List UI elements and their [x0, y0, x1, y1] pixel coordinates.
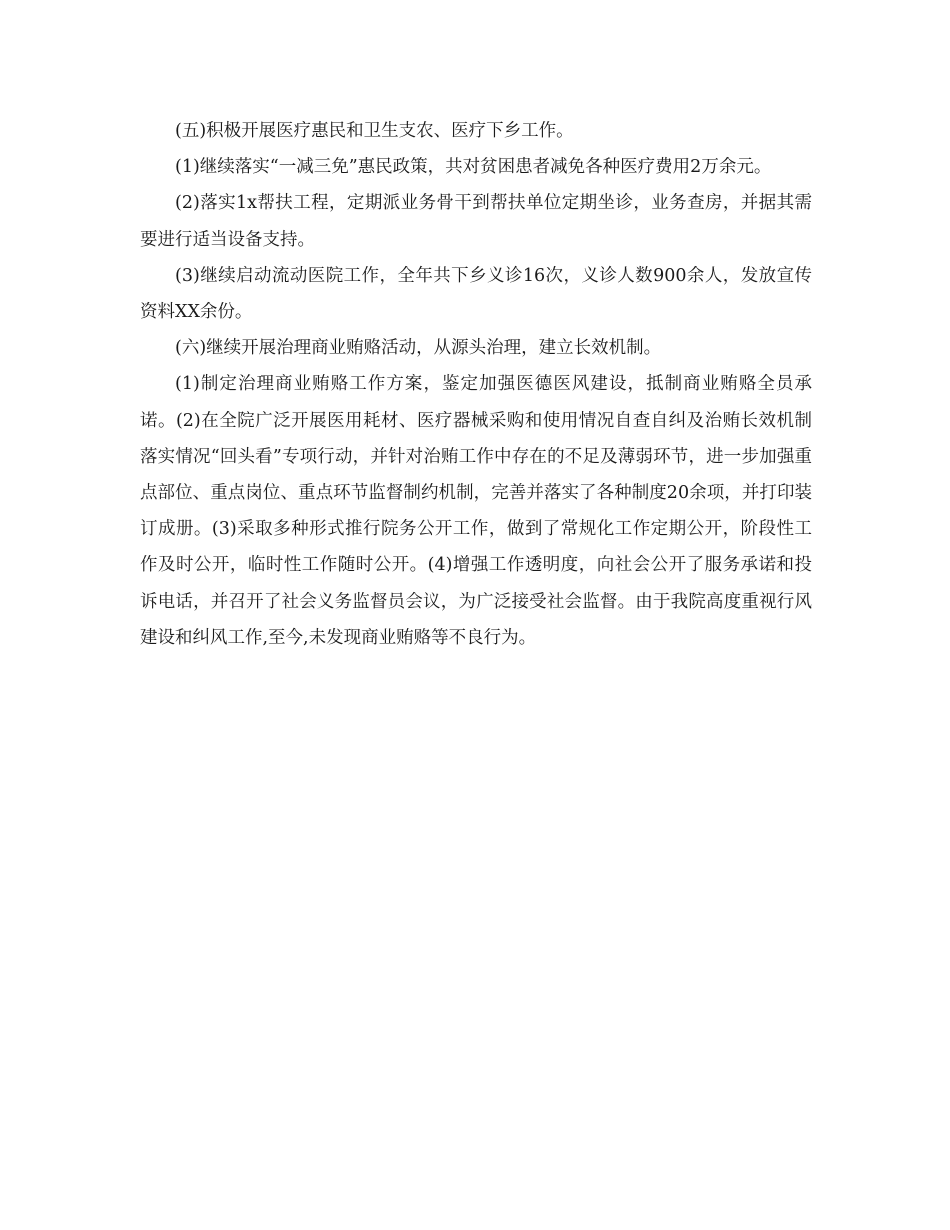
- document-body: [140, 113, 812, 656]
- paragraph-section-5-heading: (五)积极开展医疗惠民和卫生支农、医疗下乡工作。: [175, 121, 574, 141]
- paragraph-item-3: (3)继续启动流动医院工作，全年共下乡义诊16次，义诊人数900余人，发放宣传资料XX余份。: [140, 265, 812, 323]
- paragraph-item-1: (1)继续落实“一减三免”惠民政策，共对贫困患者减免各种医疗费用2万余元。: [175, 157, 772, 178]
- paragraph-item-2: (2)落实1x帮扶工程，定期派业务骨干到帮扶单位定期坐诊，业务查房，并据其需要进行适当设备支持。: [140, 193, 812, 250]
- paragraph-section-6-body: (1)制定治理商业贿赂工作方案，鉴定加强医德医风建设，抵制商业贿赂全员承诺。(2)在全院广泛开展医用耗材、医疗器械采购和使用情况自查自纠及治贿长效机制落实情况“回头看”专项行动，并针对治贿工作中存在的不足及薄弱环节，进一步加强重点部位、重点岗位、重点环节监督制约机制，完善并落实了各种制度20余项，并打印装订成册。(3)采取多种形式推行院务公开工作，做到了常规化工作定期公开，阶段性工作及时公开，临时性工作随时公开。(4)增强工作透明度，向社会公开了服务承诺和投诉电话，并召开了社会义务监督员会议，为广泛接受社会监督。由于我院高度重视行风建设和纠风工作,至今,未发现商业贿赂等不良行为。: [140, 374, 812, 648]
- paragraph-section-6-heading: (六)继续开展治理商业贿赂活动，从源头治理，建立长效机制。: [175, 338, 662, 359]
